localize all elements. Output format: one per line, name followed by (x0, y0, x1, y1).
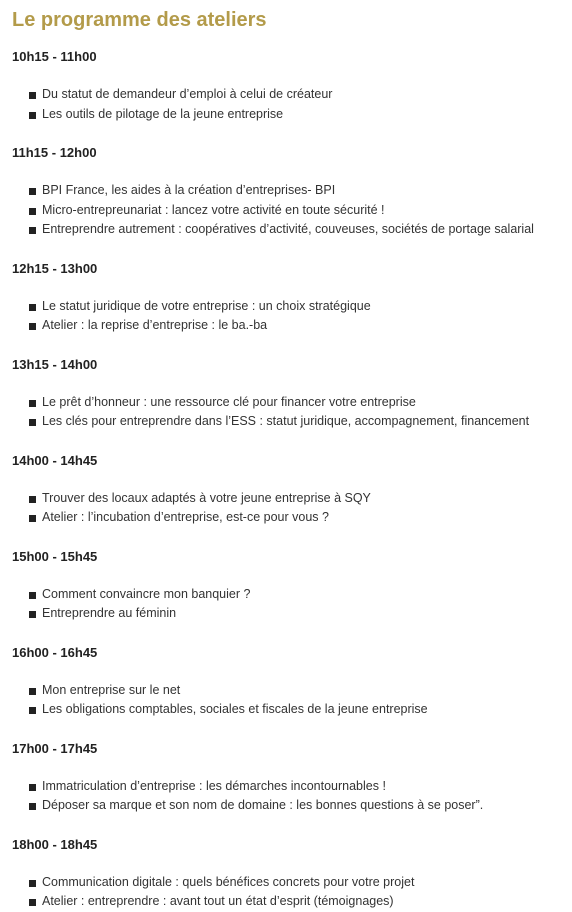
session-item-label: Immatriculation d’entreprise : les démarches incontournables ! (42, 778, 386, 793)
square-bullet-icon (29, 707, 36, 714)
square-bullet-icon (29, 688, 36, 695)
session-item (12, 201, 572, 221)
session-time: 15h00 - 15h45 (12, 548, 98, 564)
session-item-label: Les obligations comptables, sociales et fiscales de la jeune entreprise (42, 702, 428, 716)
session-items (12, 565, 572, 624)
session-item-label: Atelier : entreprendre : avant tout un état d’esprit (témoignages) (42, 894, 394, 908)
session-item (12, 892, 572, 912)
square-bullet-icon (29, 112, 36, 119)
session-item-label: Déposer sa marque et son nom de domaine : les bonnes questions à se poser”. (42, 798, 484, 812)
session-block (12, 720, 572, 816)
session-item (12, 220, 572, 240)
session-item-label: Comment convaincre mon banquier ? (42, 586, 251, 601)
session-item (12, 604, 572, 624)
session-item-label: Micro-entrepreunariat : lancez votre activité en toute sécurité ! (42, 202, 385, 217)
square-bullet-icon (29, 92, 36, 99)
session-item-label: Mon entreprise sur le net (42, 682, 181, 697)
session-item (12, 181, 572, 201)
session-item (12, 681, 572, 701)
session-item (12, 297, 572, 317)
session-block (12, 528, 572, 624)
session-time: 11h15 - 12h00 (12, 145, 97, 160)
session-item-label: Entreprendre au féminin (42, 606, 177, 620)
square-bullet-icon (29, 323, 36, 330)
square-bullet-icon (29, 400, 36, 407)
session-items (12, 469, 572, 528)
session-item-label: BPI France, les aides à la création d’entreprises- BPI (42, 183, 336, 197)
session-time: 12h15 - 13h00 (12, 260, 98, 276)
session-time: 10h15 - 11h00 (12, 49, 97, 64)
session-item-label: Les clés pour entreprendre dans l’ESS : statut juridique, accompagnement, financement (42, 414, 530, 428)
session-item (12, 316, 572, 336)
session-items (12, 65, 572, 124)
session-time: 14h00 - 14h45 (12, 452, 98, 468)
session-time: 17h00 - 17h45 (12, 740, 98, 756)
session-item (12, 796, 572, 816)
session-item (12, 700, 572, 720)
session-block (12, 816, 572, 912)
square-bullet-icon (29, 899, 36, 906)
session-item (12, 777, 572, 797)
square-bullet-icon (29, 304, 36, 311)
session-item-label: Du statut de demandeur d’emploi à celui de créateur (42, 87, 333, 101)
session-items (12, 853, 572, 912)
session-item (12, 105, 572, 125)
square-bullet-icon (29, 188, 36, 195)
square-bullet-icon (29, 515, 36, 522)
session-items (12, 161, 572, 240)
session-item-label: Entreprendre autrement : coopératives d’activité, couveuses, sociétés de portage salarial (42, 222, 534, 236)
square-bullet-icon (29, 592, 36, 599)
session-item (12, 873, 572, 893)
session-item-label: Communication digitale : quels bénéfices concrets pour votre projet (42, 874, 415, 889)
square-bullet-icon (29, 611, 36, 618)
sessions-list (12, 32, 572, 912)
session-item (12, 489, 572, 509)
session-item (12, 585, 572, 605)
session-item (12, 85, 572, 105)
session-block (12, 624, 572, 720)
square-bullet-icon (29, 880, 36, 887)
session-block (12, 32, 572, 124)
session-time: 18h00 - 18h45 (12, 836, 98, 852)
session-item-label: Le prêt d’honneur : une ressource clé pour financer votre entreprise (42, 394, 416, 409)
square-bullet-icon (29, 227, 36, 234)
square-bullet-icon (29, 419, 36, 426)
session-block (12, 240, 572, 336)
square-bullet-icon (29, 784, 36, 791)
session-item-label: Trouver des locaux adaptés à votre jeune entreprise à SQY (42, 490, 371, 505)
square-bullet-icon (29, 803, 36, 810)
session-time: 13h15 - 14h00 (12, 356, 98, 372)
session-items (12, 661, 572, 720)
session-items (12, 277, 572, 336)
square-bullet-icon (29, 496, 36, 503)
session-items (12, 373, 572, 432)
page-title: Le programme des ateliers (12, 9, 267, 31)
session-time: 16h00 - 16h45 (12, 644, 98, 660)
session-item (12, 393, 572, 413)
session-block (12, 124, 572, 240)
session-item-label: Les outils de pilotage de la jeune entreprise (42, 106, 284, 121)
session-block (12, 336, 572, 432)
session-item (12, 508, 572, 528)
session-item-label: Le statut juridique de votre entreprise : un choix stratégique (42, 298, 371, 313)
session-item-label: Atelier : l’incubation d’entreprise, est-ce pour vous ? (42, 510, 329, 524)
session-block (12, 432, 572, 528)
session-item-label: Atelier : la reprise d’entreprise : le ba.-ba (42, 318, 268, 332)
session-items (12, 757, 572, 816)
session-item (12, 412, 572, 432)
square-bullet-icon (29, 208, 36, 215)
